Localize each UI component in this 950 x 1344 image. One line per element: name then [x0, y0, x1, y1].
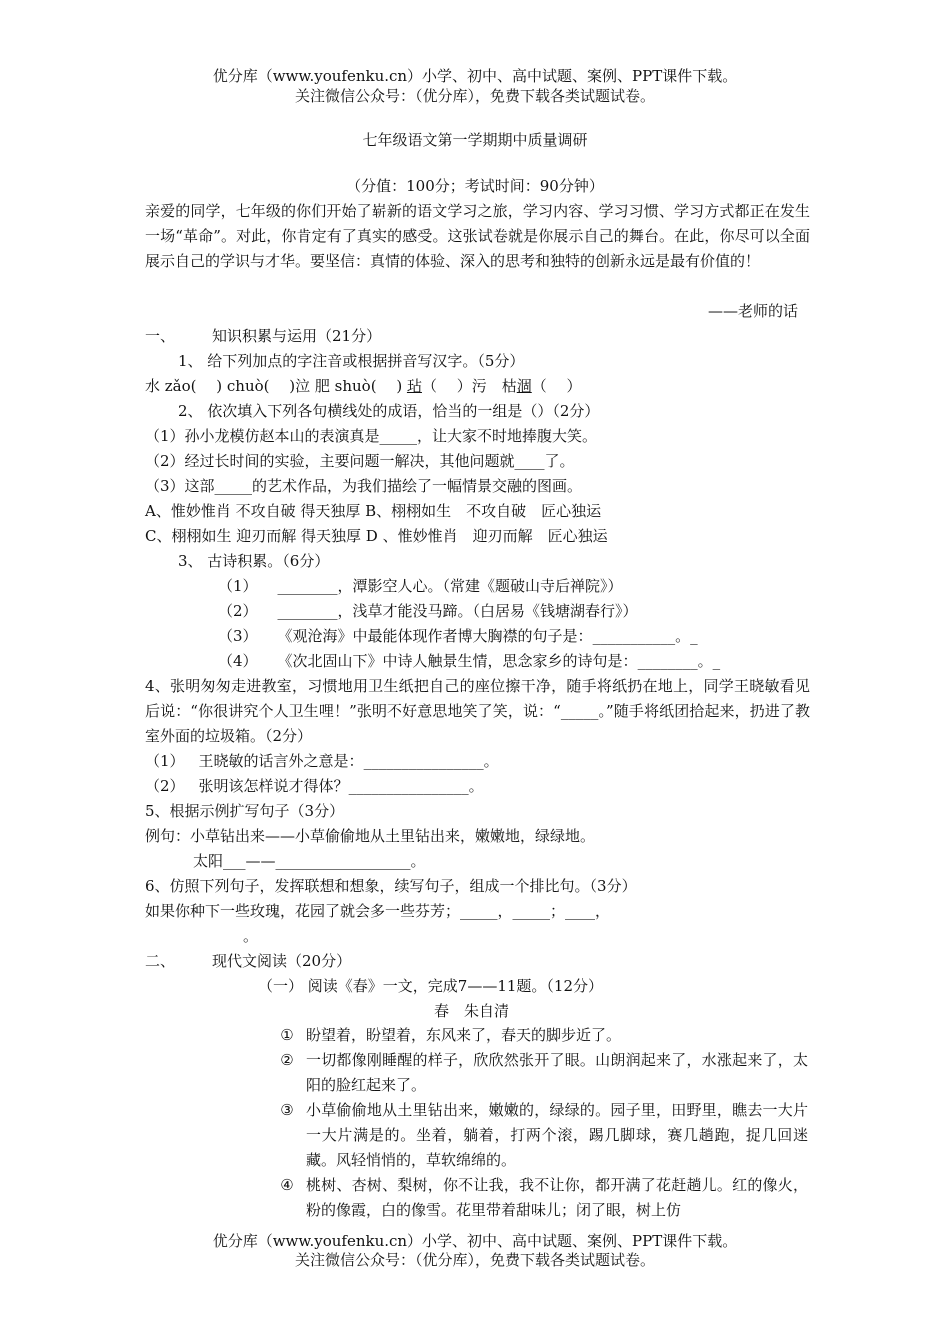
para-number: ① [280, 1026, 294, 1044]
answer-blank[interactable]: ____ [514, 452, 545, 470]
answer-blank[interactable]: ________________ [348, 777, 469, 795]
section-2-title: 现代文阅读（20分） [212, 952, 352, 970]
answer-blank[interactable]: __________________ [275, 852, 411, 870]
q2-sentence-2: （2）经过长时间的实验，主要问题一解决，其他问题就____了。 [145, 452, 575, 470]
q3-item-3: （3） 《观沧海》中最能体现作者博大胸襟的句子是：___________。_ [218, 627, 698, 645]
answer-blank[interactable]: _____ [560, 702, 599, 720]
q6-sentence: 如果你种下一些玫瑰，花园了就会多一些芬芳；_____，_____；____， [145, 902, 611, 920]
answer-blank[interactable]: ___ [223, 852, 246, 870]
q6-end: 。 [243, 927, 259, 945]
q6-title: 6、仿照下列句子，发挥联想和想象，续写句子，组成一个排比句。（3分） [145, 877, 637, 895]
q4-sub-2: （2） 张明该怎样说才得体？________________。 [145, 777, 484, 795]
q2-options-ab: A、惟妙惟肖 不攻自破 得天独厚 B、栩栩如生 不攻自破 匠心独运 [145, 502, 602, 520]
q4-passage: 4、张明匆匆走进教室，习惯地用卫生纸把自己的座位擦干净，随手将纸扔在地上，同学王晓敏看见后说：“你很讲究个人卫生哩！”张明不好意思地笑了笑，说：“_____。”随手将纸团拾起来，扔进了教室外面的垃圾箱。（2分） [145, 677, 811, 745]
q3-item-1: （1） ________，潭影空人心。（常建《题破山寺后禅院》） [218, 577, 623, 595]
paragraph: 小草偷偷地从土里钻出来，嫩嫩的，绿绿的。园子里，田野里，瞧去一大片一大片满是的。坐着，躺着，打两个滚，踢几脚球，赛几趟跑，捉几回迷藏。风轻悄悄的，草软绵绵的。 [306, 1101, 808, 1169]
answer-blank[interactable]: _____ [214, 477, 253, 495]
reading-instruction: （一） 阅读《春》一文，完成7——11题。（12分） [258, 977, 603, 995]
q2-options-cd: C、栩栩如生 迎刃而解 得天独厚 D 、惟妙惟肖 迎刃而解 匠心独运 [145, 527, 608, 545]
para-number: ③ [280, 1101, 294, 1119]
paragraph: 桃树、杏树、梨树，你不让我，我不让你，都开满了花赶趟儿。红的像火，粉的像霞，白的像雪。花里带着甜味儿；闭了眼，树上仿 [306, 1176, 808, 1219]
q5-example: 例句：小草钻出来——小草偷偷地从土里钻出来，嫩嫩地，绿绿地。 [145, 827, 596, 845]
poem-title: 春 朱自清 [434, 1002, 510, 1020]
intro-paragraph: 亲爱的同学，七年级的你们开始了崭新的语文学习之旅，学习内容、学习习惯、学习方式都正在发生一场“革命”。对此，你肯定有了真实的感受。这张试卷就是你展示自己的舞台。在此，你尽可以全面展示自己的学识与才华。要坚信：真情的体验、深入的思考和独特的创新永远是最有价值的！ [145, 202, 810, 270]
section-1-number: 一、 [145, 327, 176, 345]
q3-item-2: （2） ________，浅草才能没马蹄。（白居易《钱塘湖春行》） [218, 602, 638, 620]
q5-exercise: 太阳___——__________________。 [193, 852, 426, 870]
header-line-2: 关注微信公众号：（优分库），免费下载各类试题试卷。 [294, 87, 655, 105]
answer-blank[interactable]: ___________ [592, 627, 676, 645]
q5-title: 5、根据示例扩写句子（3分） [145, 802, 345, 820]
footer-line-2: 关注微信公众号：（优分库），免费下载各类试题试卷。 [294, 1251, 655, 1269]
answer-blank[interactable]: _____ [512, 902, 551, 920]
para-number: ④ [280, 1176, 294, 1194]
section-2-number: 二、 [145, 952, 176, 970]
answer-blank[interactable]: ________ [637, 652, 698, 670]
answer-blank[interactable]: ____ [565, 902, 596, 920]
q2-sentence-3: （3）这部_____的艺术作品，为我们描绘了一幅情景交融的图画。 [145, 477, 583, 495]
q1-word-dot-2: 涸 [516, 377, 532, 395]
q1-items: 水 zǎo( ) chuò( )泣 肥 shuò( ) 玷（ ）污 枯涸（ ） [145, 377, 582, 395]
q2-title: 2、 依次填入下列各句横线处的成语，恰当的一组是（）（2分） [178, 402, 600, 420]
page-title: 七年级语文第一学期期中质量调研 [362, 131, 588, 149]
q1-word-dot-1: 玷 [406, 377, 422, 395]
answer-blank[interactable]: ________________ [363, 752, 484, 770]
answer-blank[interactable]: ________ [277, 602, 338, 620]
paragraph: 盼望着，盼望着，东风来了，春天的脚步近了。 [306, 1026, 622, 1044]
answer-blank[interactable]: ________ [277, 577, 338, 595]
q3-title: 3、 古诗积累。（6分） [178, 552, 330, 570]
q1-title: 1、 给下列加点的字注音或根据拼音写汉字。（5分） [178, 352, 525, 370]
q2-sentence-1: （1）孙小龙模仿赵本山的表演真是_____，让大家不时地捧腹大笑。 [145, 427, 598, 445]
page-subtitle: （分值：100分；考试时间：90分钟） [346, 177, 604, 195]
header-line-1: 优分库（www.youfenku.cn）小学、初中、高中试题、案例、PPT课件下载。 [212, 67, 738, 85]
para-number: ② [280, 1051, 294, 1069]
answer-blank[interactable]: _____ [460, 902, 498, 920]
footer-line-1: 优分库（www.youfenku.cn）小学、初中、高中试题、案例、PPT课件下载。 [212, 1232, 738, 1250]
q3-item-4: （4） 《次北固山下》中诗人触景生情，思念家乡的诗句是：________。_ [218, 652, 721, 670]
q4-sub-1: （1） 王晓敏的话言外之意是：________________。 [145, 752, 499, 770]
paragraph: 一切都像刚睡醒的样子，欣欣然张开了眼。山朗润起来了，水涨起来了，太阳的脸红起来了。 [306, 1051, 808, 1094]
intro-signature: ——老师的话 [707, 302, 798, 320]
answer-blank[interactable]: _____ [379, 427, 418, 445]
section-1-title: 知识积累与运用（21分） [212, 327, 382, 345]
